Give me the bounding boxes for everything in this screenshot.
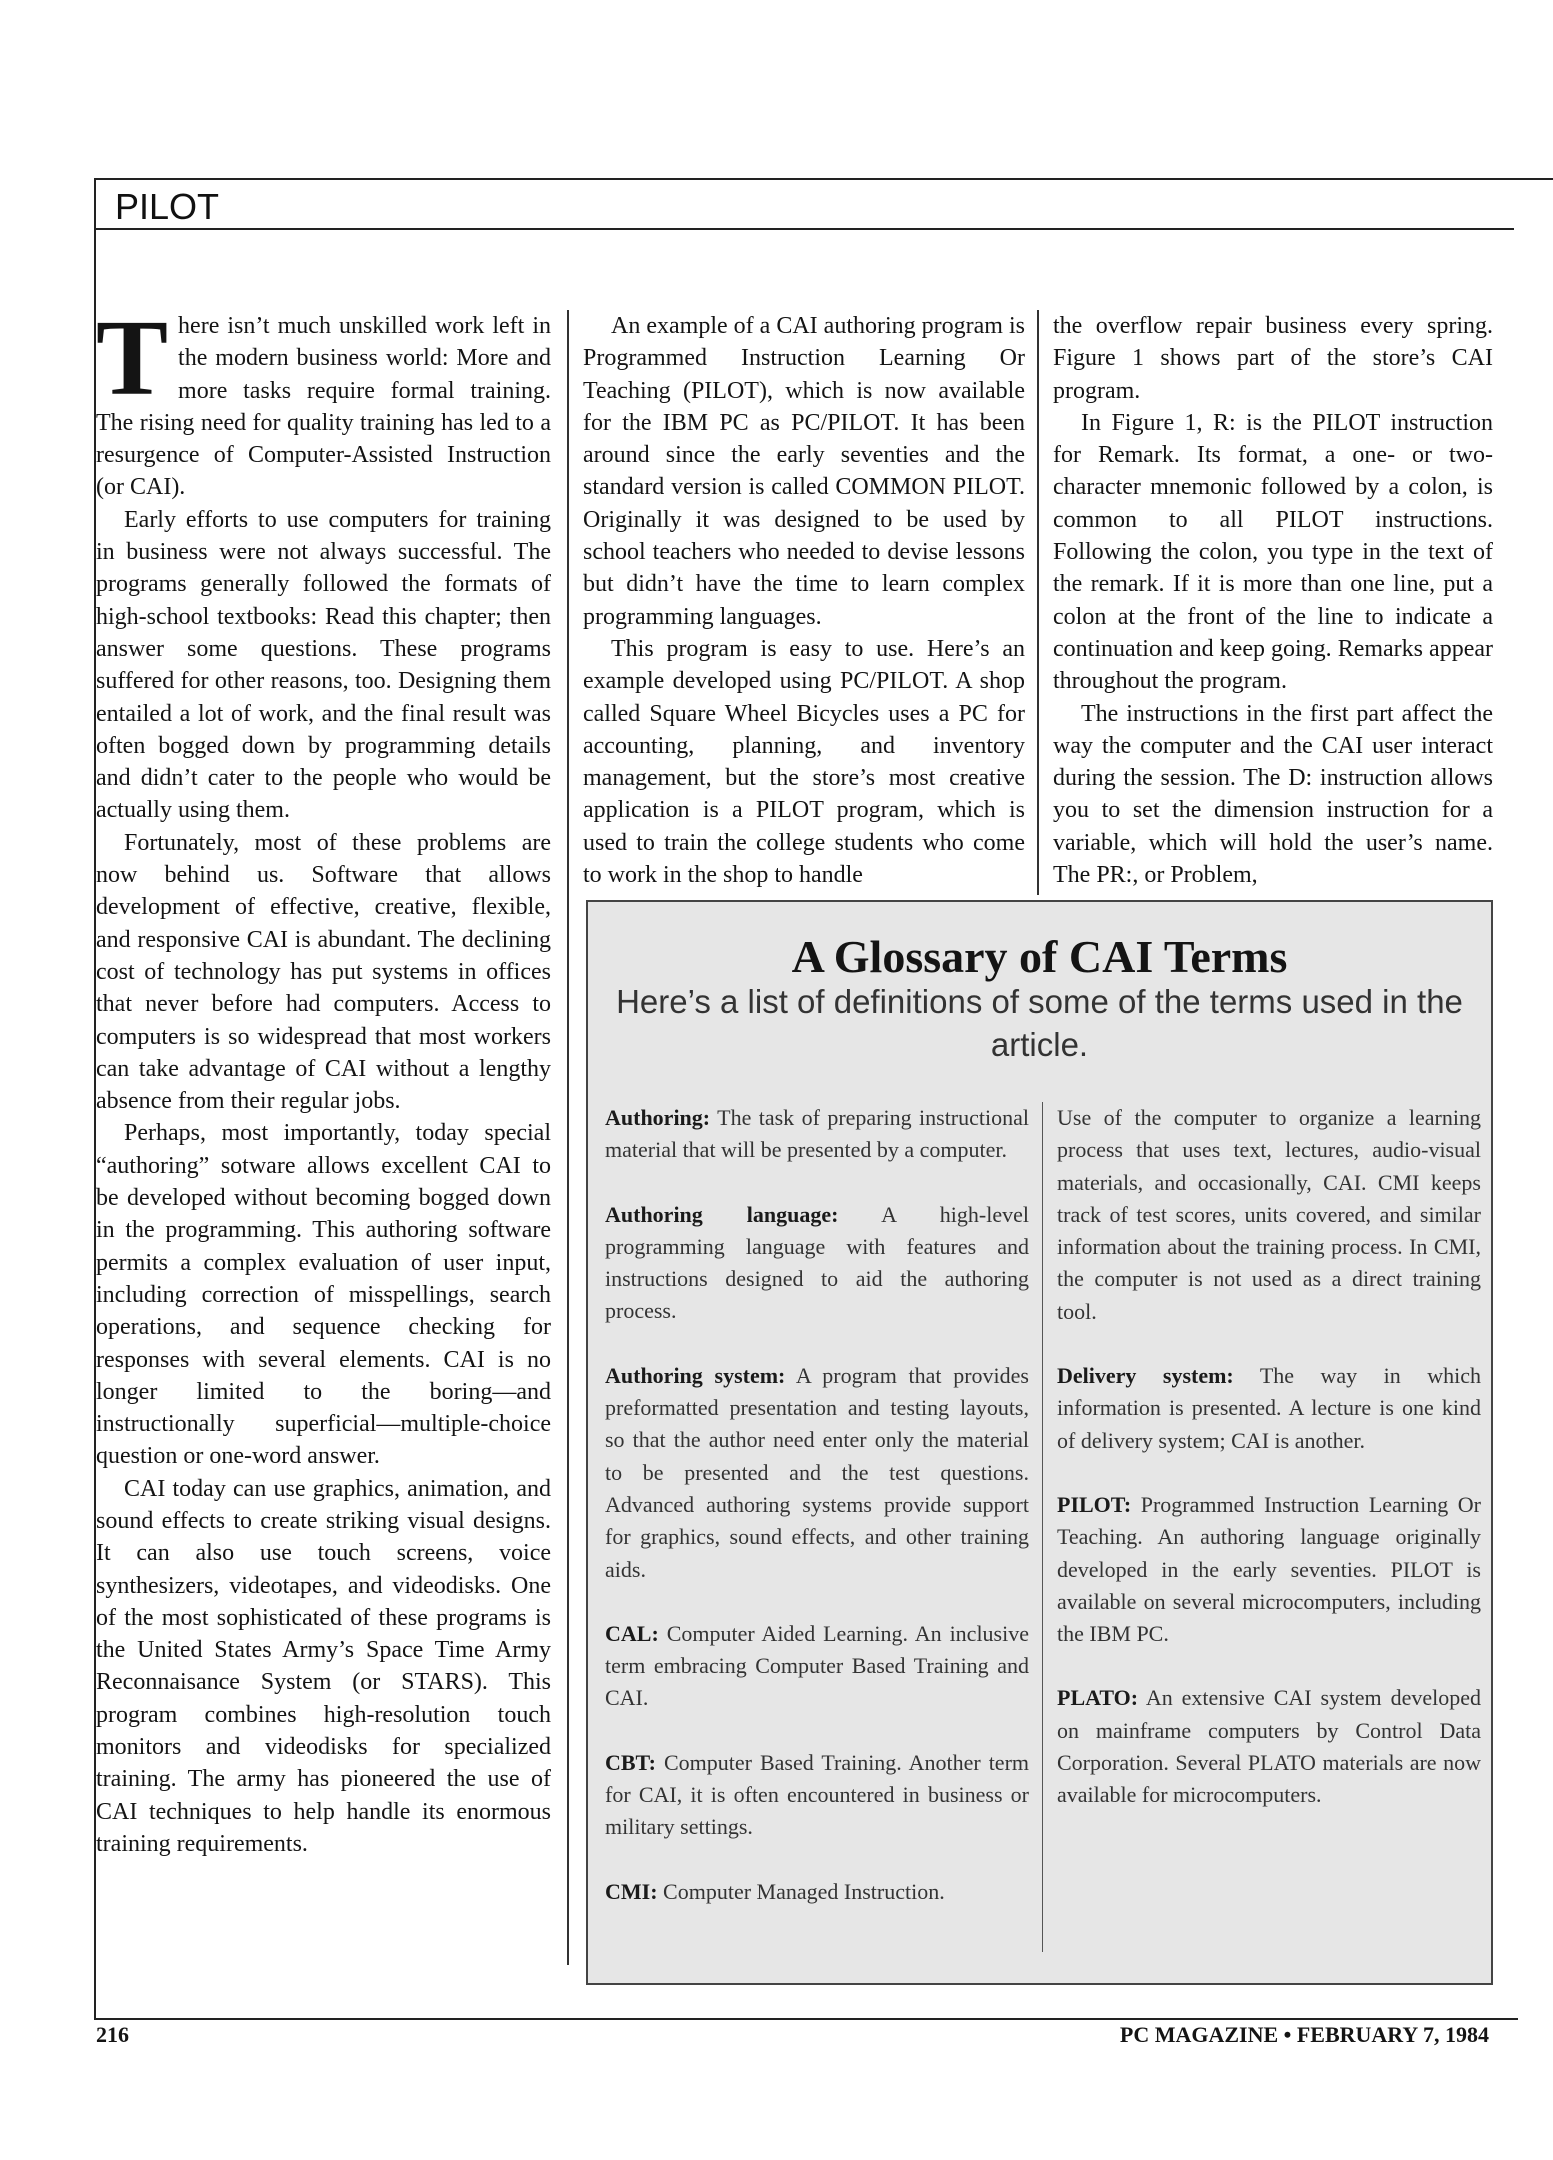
glossary-term: PILOT: [1057,1491,1132,1517]
glossary-definition: An extensive CAI system developed on mainframe computers by Control Data Corporation. Several PLATO materials are now available for microcomputers. [1057,1685,1481,1808]
glossary-entry [605,1102,1029,1167]
glossary-definition: Computer Managed Instruction. [663,1878,945,1904]
glossary-definition: The task of preparing instructional material that will be presented by a computer. [605,1105,1029,1163]
glossary-entry [1057,1360,1481,1457]
glossary-subtitle: Here’s a list of definitions of some of the terms used in the article. [616,983,1463,1063]
paragraph: Early efforts to use computers for training in business were not always successful. The programs generally followed the formats of high-school textbooks: Read this chapter; then answer some questions. These programs suffered for other reasons, too. Designing them entailed a lot of work, and the final result was often bogged down by programming details and didn’t cater to the people who would be actually using them. [96,506,551,824]
glossary-entry [1057,1489,1481,1650]
paragraph: Perhaps, most importantly, today special “authoring” sotware allows excellent CAI to be developed without becoming bogged down in the programming. This authoring software permits a complex evaluation of user input, including correction of misspellings, search operations, and sequence checking for responses with several elements. CAI is no longer limited to the boring—and instructionally superficial—multiple-choice question or one-word answer. [96,1120,551,1470]
glossary-definition: A high-level programming language with features and instructions designed to aid the authoring process. [605,1201,1029,1324]
paragraph: In Figure 1, R: is the PILOT instruction for Remark. Its format, a one- or two-character mnemonic followed by a colon, is common to all PILOT instructions. Following the colon, you type in the text of the remark. If it is more than one line, put a colon at the front of the line to indicate a continuation and keep going. Remarks appear throughout the program. [1053,409,1493,695]
glossary-entry [605,1747,1029,1844]
glossary-term: PLATO: [1057,1685,1139,1711]
glossary-definition: Computer Based Training. Another term for CAI, it is often encountered in business or military settings. [605,1749,1030,1840]
page-number: 216 [96,2022,129,2047]
glossary-term: CAL: [605,1620,659,1646]
glossary-entry [605,1199,1029,1328]
glossary-definition: The way in which information is presented. A lecture is one kind of delivery system; CAI is another. [1057,1363,1481,1453]
paragraph: Fortunately, most of these problems are now behind us. Software that allows development of effective, creative, flexible, and responsive CAI is abundant. The declining cost of technology has put systems in offices that never before had computers. Access to computers is so widespread that most workers can take advantage of CAI without a lengthy absence from their regular jobs. [96,829,551,1115]
magazine-footer: PC MAGAZINE • FEBRUARY 7, 1984 [1119,2022,1489,2047]
glossary-term: CMI: [605,1878,658,1904]
glossary-right-column [1057,1102,1481,1844]
glossary-entry [605,1876,1029,1908]
glossary-entry [605,1360,1029,1586]
glossary-divider [1042,1102,1043,1952]
glossary-term: Delivery system: [1057,1363,1234,1389]
glossary-definition: A program that provides preformatted presentation and testing layouts, so that the author need enter only the material to be presented and the test questions. Advanced authoring systems provide support for graphics, sound effects, and other training aids. [605,1362,1029,1582]
paragraph-text: here isn’t much unskilled work left in the modern business world: More and more tasks require formal training. The rising need for quality training has led to a resurgence of Computer-Assisted Instruction (or CAI). [96,313,551,501]
column-rule [1037,310,1039,895]
top-rule [94,178,1553,180]
glossary-sidebar [586,900,1493,1985]
paragraph: The instructions in the first part affect the way the computer and the CAI user interact during the session. The D: instruction allows you to set the dimension instruction for a variable, which will hold the user’s name. The PR:, or Problem, [1053,700,1493,889]
glossary-continuation: Use of the computer to organize a learning process that uses text, lectures, audio-visual materials, and occasionally, CAI. CMI keeps track of test scores, units covered, and similar information about the training process. In CMI, the computer is not used as a direct training tool. [1057,1105,1481,1324]
glossary-term: Authoring: [605,1105,711,1130]
paragraph: the overflow repair business every spring. Figure 1 shows part of the store’s CAI program. [1053,313,1493,404]
paragraph: This program is easy to use. Here’s an example developed using PC/PILOT. A shop called Square Wheel Bicycles uses a PC for accounting, planning, and inventory management, but the store’s most creative application is a PILOT program, which is used to train the college students who come to work in the shop to handle [583,635,1025,889]
article-column-3 [1053,310,1493,891]
glossary-definition: Programmed Instruction Learning Or Teaching. An authoring language originally developed in the early seventies. PILOT is available on several microcomputers, including the IBM PC. [1057,1491,1482,1647]
column-rule [567,310,569,1965]
glossary-entry [605,1618,1029,1715]
paragraph: CAI today can use graphics, animation, and sound effects to create striking visual designs. It can also use touch screens, voice synthesizers, videotapes, and videodisks. One of the most sophisticated of these programs is the United States Army’s Space Time Army Reconnaisance System (or STARS). This program combines high-resolution touch monitors and videodisks for specialized training. The army has pioneered the use of CAI techniques to help handle its enormous training requirements. [96,1475,551,1857]
glossary-definition: Computer Aided Learning. An inclusive term embracing Computer Based Training and CAI. [605,1620,1029,1711]
header-rule [94,228,1514,230]
paragraph [96,299,551,504]
footer-rule [94,2018,1518,2020]
glossary-entry [1057,1682,1481,1811]
glossary-term: CBT: [605,1749,656,1775]
glossary-term: Authoring system: [605,1362,786,1388]
article-column-2 [583,310,1025,891]
paragraph: An example of a CAI authoring program is Programmed Instruction Learning Or Teaching (PILOT), which is now available for the IBM PC as PC/PILOT. It has been around since the early seventies and the standard version is called COMMON PILOT. Originally it was designed to be used by school teachers who needed to devise lessons but didn’t have the time to learn complex programming languages. [583,313,1025,630]
glossary-title: A Glossary of CAI Terms [791,931,1288,982]
section-title: PILOT [115,186,220,227]
article-column-1 [96,299,551,1860]
glossary-term: Authoring language: [605,1201,839,1227]
glossary-left-column [605,1102,1029,1940]
drop-cap: T [96,299,169,418]
